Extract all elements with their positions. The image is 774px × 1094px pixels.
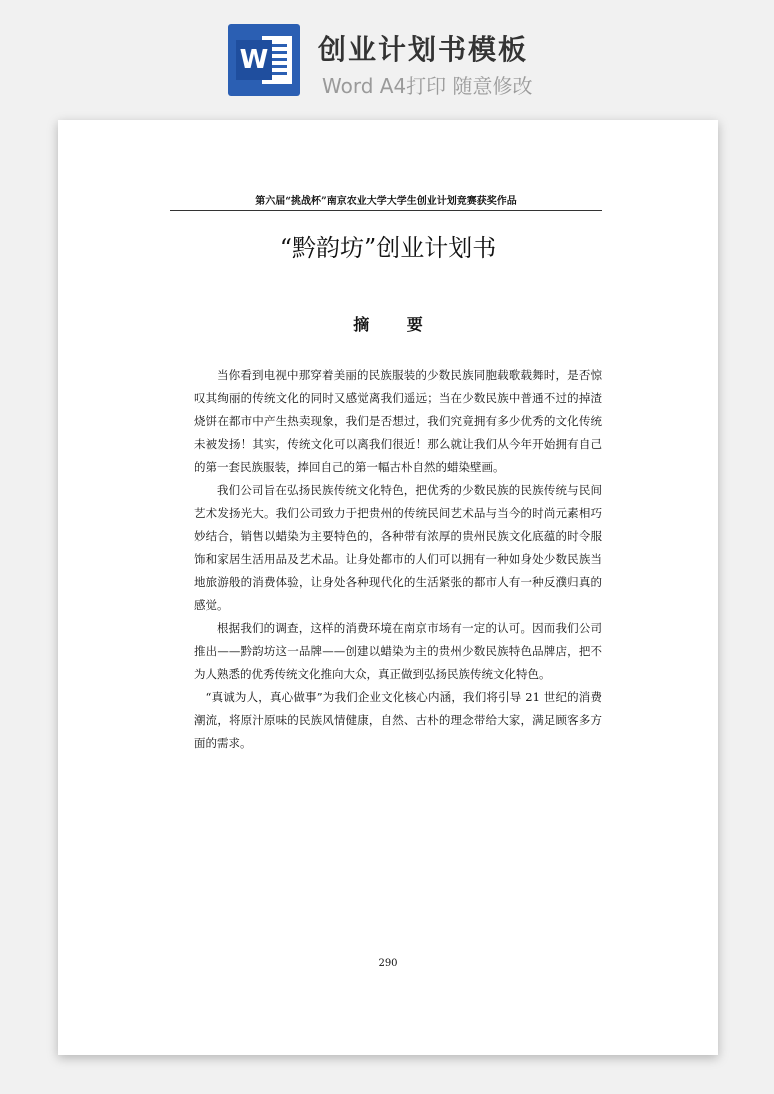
document-page [58,120,718,1055]
promo-banner [0,0,774,110]
document-title: “黔韵坊”创业计划书 [279,234,497,262]
paragraph-4: “真诚为人，真心做事”为我们企业文化核心内涵，我们将引导 21 世纪的消费潮流，将原汁原味的民族风情健康，自然、古朴的理念带给大家，满足顾客多方面的需求。 [194,690,602,750]
banner-title: 创业计划书模板 [318,33,529,66]
abstract-heading: 摘 要 [353,315,439,334]
paragraph-1: 当你看到电视中那穿着美丽的民族服装的少数民族同胞载歌载舞时，是否惊叹其绚丽的传统文化的同时又感觉离我们遥远；当在少数民族中普通不过的掉渣烧饼在都市中产生热卖现象，我们是否想过，我们究竟拥有多少优秀的文化传统未被发扬！其实，传统文化可以离我们很近！那么就让我们从今年开始拥有自己的第一套民族服装，捧回自己的第一幅古朴自然的蜡染壁画。 [194,368,602,474]
abstract-body [194,364,602,755]
banner-subtitle: Word A4打印 随意修改 [322,74,533,98]
word-app-icon [228,24,300,96]
word-letter: W [236,40,272,80]
page-number: 290 [378,958,398,969]
header-rule [170,210,602,211]
paragraph-2: 我们公司旨在弘扬民族传统文化特色，把优秀的少数民族的民族传统与民间艺术发扬光大。我们公司致力于把贵州的传统民间艺术品与当今的时尚元素相巧妙结合，销售以蜡染为主要特色的，各种带有浓厚的贵州民族文化底蕴的时令服饰和家居生活用品及艺术品。让身处都市的人们可以拥有一种如身处少数民族当地旅游般的消费体验，让身处各种现代化的生活紧张的都市人有一种反濮归真的感觉。 [194,483,602,612]
running-header: 第六届“挑战杯”南京农业大学大学生创业计划竞赛获奖作品 [255,196,517,207]
paragraph-3: 根据我们的调查，这样的消费环境在南京市场有一定的认可。因而我们公司推出——黔韵坊这一品牌——创建以蜡染为主的贵州少数民族特色品牌店，把不为人熟悉的优秀传统文化推向大众，真正做到弘扬民族传统文化特色。 [194,621,602,681]
